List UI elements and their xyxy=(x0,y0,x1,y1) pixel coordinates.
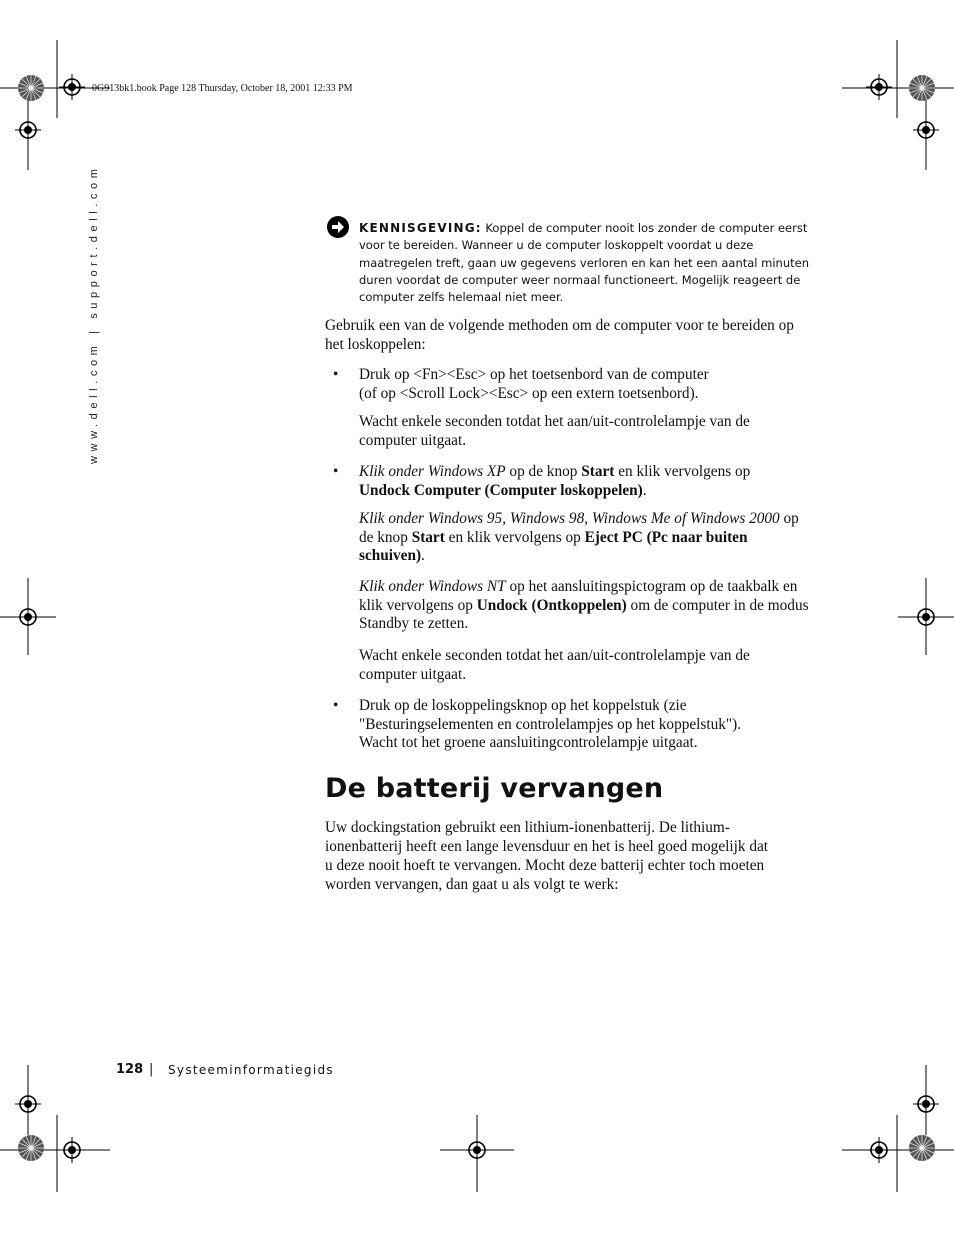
bullet-2-p3-text: op het aansluitingspictogram op de taakbalk en klik vervolgens op xyxy=(359,578,798,614)
bullet-2-p1-italic: Klik onder Windows XP xyxy=(359,463,506,480)
bullet-2-p1 xyxy=(359,463,779,500)
bullet-1 xyxy=(359,366,814,403)
footer-title: Systeeminformatiegids xyxy=(168,1063,334,1077)
notice-body: Koppel de computer nooit los zonder de computer eerst voor te bereiden. Wanneer u de computer loskoppelt voordat u deze maatregelen treft, gaan uw gegevens verloren en kan het een aantal minuten duren voordat de computer weer normaal functioneert. Mogelijk reageert de computer zelfs helemaal niet meer. xyxy=(359,221,809,305)
bullet-marker: • xyxy=(333,366,339,383)
print-header: 0G913bk1.book Page 128 Thursday, October 18, 2001 12:33 PM xyxy=(92,83,353,94)
bullet-2-p1-text: op de knop xyxy=(505,463,582,480)
section-heading: De batterij vervangen xyxy=(325,773,664,804)
notice-text xyxy=(359,220,809,306)
page-number: 128 xyxy=(116,1062,144,1077)
bullet-2-p2 xyxy=(359,510,799,566)
bullet-2-p3-bold: Undock (Ontkoppelen) xyxy=(476,596,627,614)
bullet-2-p1-bold: Undock Computer (Computer loskoppelen) xyxy=(359,481,643,499)
bullet-marker: • xyxy=(333,697,339,714)
bullet-1-sub: Wacht enkele seconden totdat het aan/uit-controlelampje van de computer uitgaat. xyxy=(359,413,750,449)
bullet-2-p2-text: . xyxy=(421,547,425,565)
bullet-2-p1-text: en klik vervolgens op xyxy=(614,463,751,480)
bullet-marker: • xyxy=(333,463,339,480)
bullet-2-p2-bold: Eject PC (Pc naar buiten schuiven) xyxy=(359,528,748,565)
side-url: www.dell.com | support.dell.com xyxy=(88,164,100,464)
bullet-1-line1: Druk op <Fn><Esc> op het toetsenbord van de computer xyxy=(359,366,709,383)
bullet-2-p2-bold: Start xyxy=(411,528,445,546)
footer-separator: | xyxy=(149,1062,154,1077)
bullet-2-p1-bold: Start xyxy=(581,463,615,480)
bullet-3: Druk op de loskoppelingsknop op het koppelstuk (zie "Besturingselementen en controlelampjes op het koppelstuk"). Wacht tot het groene aansluitingcontrolelampje uitgaat. xyxy=(359,697,742,752)
bullet-2-p3 xyxy=(359,578,814,634)
bullet-2-p2-text: op de knop xyxy=(359,510,799,546)
bullet-2-p3-italic: Klik onder Windows NT xyxy=(359,578,506,595)
bullet-2-p4: Wacht enkele seconden totdat het aan/uit-controlelampje van de computer uitgaat. xyxy=(359,647,750,683)
notice-label: KENNISGEVING: xyxy=(359,221,482,235)
bullet-2-p2-text: en klik vervolgens op xyxy=(444,528,585,546)
bullet-2-p2-italic: Klik onder Windows 95, Windows 98, Windows Me of Windows 2000 xyxy=(359,510,780,527)
notice-arrow-icon xyxy=(326,215,350,239)
bullet-1-line2: (of op <Scroll Lock><Esc> op een extern toetsenbord). xyxy=(359,384,699,402)
closing-paragraph: Uw dockingstation gebruikt een lithium-ionenbatterij. De lithium-ionenbatterij heeft een lange levensduur en het is heel goed mogelijk dat u deze nooit hoeft te vervangen. Mocht deze batterij echter toch moeten worden vervangen, dan gaat u als volgt te werk: xyxy=(325,819,769,893)
intro-paragraph: Gebruik een van de volgende methoden om de computer voor te bereiden op het loskoppelen: xyxy=(325,317,794,353)
bullet-2-p3-text: om de computer in de modus Standby te zetten. xyxy=(359,596,809,633)
bullet-2-p1-text: . xyxy=(642,481,647,499)
